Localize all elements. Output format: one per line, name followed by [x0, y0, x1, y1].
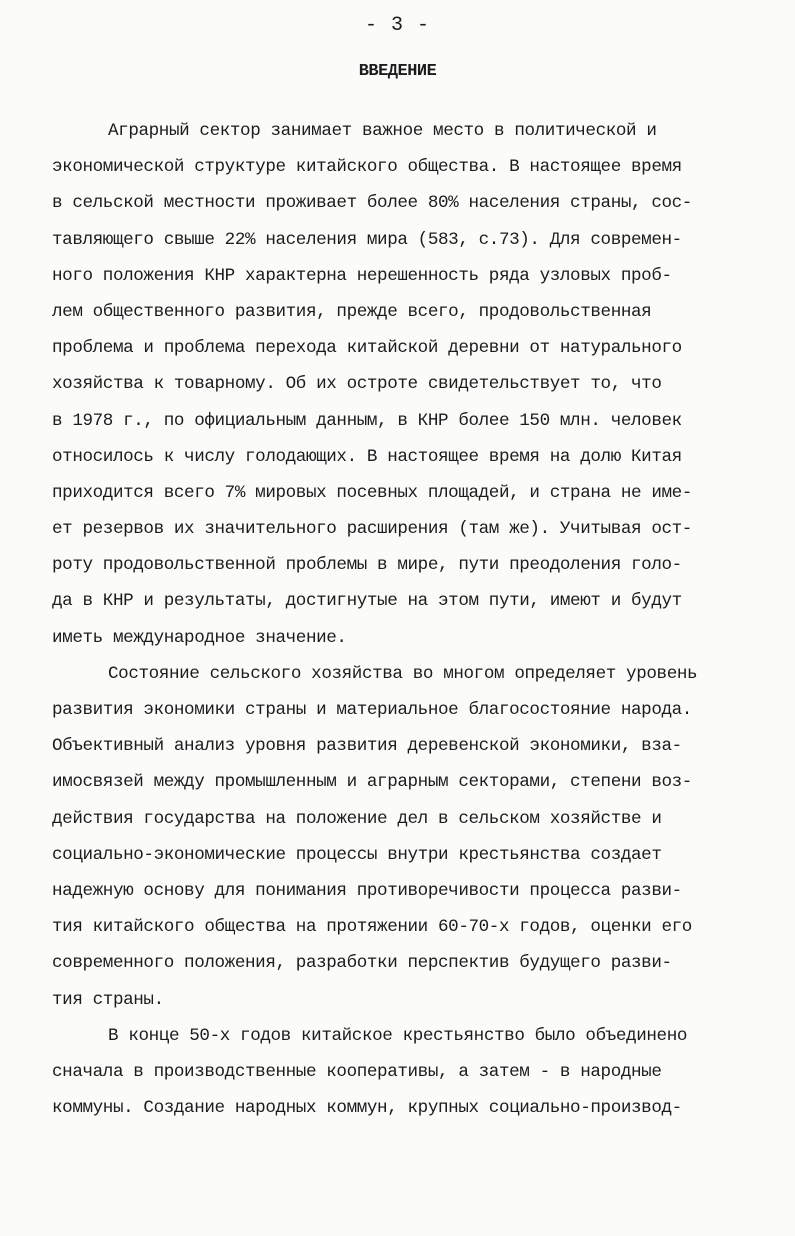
text-line: иметь международное значение.	[52, 627, 347, 648]
text-line: в 1978 г., по официальным данным, в КНР более 150 млн. человек	[52, 410, 682, 431]
text-line: да в КНР и результаты, достигнутые на этом пути, имеют и будут	[52, 591, 682, 612]
text-line: Аграрный сектор занимает важное место в политической и	[108, 121, 657, 141]
page-title: ВВЕДЕНИЕ	[358, 62, 437, 81]
text-line: приходится всего 7% мировых посевных площадей, и страна не име-	[52, 482, 692, 503]
text-line: действия государства на положение дел в сельском хозяйстве и	[52, 808, 662, 829]
body-text	[52, 113, 757, 1126]
text-line: относилось к числу голодающих. В настоящее время на долю Китая	[52, 446, 682, 467]
text-line: Состояние сельского хозяйства во многом определяет уровень	[108, 663, 698, 684]
text-line: коммуны. Создание народных коммун, крупных социально-производ-	[52, 1098, 682, 1119]
text-line: надежную основу для понимания противоречивости процесса разви-	[52, 880, 682, 901]
text-line: в сельской местности проживает более 80% населения страны, сос-	[52, 193, 692, 214]
text-line: тия страны.	[52, 989, 164, 1010]
text-line: тавляющего свыше 22% населения мира (583, с.73). Для современ-	[52, 229, 682, 250]
text-line: тия китайского общества на протяжении 60-70-х годов, оценки его	[52, 917, 692, 938]
paragraph	[52, 1018, 757, 1127]
text-line: Объективный анализ уровня развития деревенской экономики, вза-	[52, 736, 682, 757]
text-line: лем общественного развития, прежде всего, продовольственная	[52, 301, 652, 322]
text-line: экономической структуре китайского общества. В настоящее время	[52, 157, 682, 178]
text-line: ет резервов их значительного расширения (там же). Учитывая ост-	[52, 519, 692, 540]
text-line: проблема и проблема перехода китайской деревни от натурального	[52, 338, 682, 359]
paragraph	[52, 656, 757, 1018]
text-line: имосвязей между промышленным и аграрным секторами, степени воз-	[52, 772, 692, 793]
text-line: социально-экономические процессы внутри крестьянства создает	[52, 844, 662, 865]
text-line: В конце 50-х годов китайское крестьянство было объединено	[108, 1025, 688, 1046]
page-number: - 3 -	[364, 14, 430, 37]
text-line: ного положения КНР характерна нерешенность ряда узловых проб-	[52, 265, 672, 286]
paragraph	[52, 113, 757, 656]
text-line: хозяйства к товарному. Об их остроте свидетельствует то, что	[52, 374, 662, 395]
text-line: современного положения, разработки перспектив будущего разви-	[52, 953, 672, 974]
text-line: развития экономики страны и материальное благосостояние народа.	[52, 700, 692, 720]
text-line: сначала в производственные кооперативы, а затем - в народные	[52, 1061, 662, 1082]
text-line: роту продовольственной проблемы в мире, пути преодоления голо-	[52, 555, 682, 576]
